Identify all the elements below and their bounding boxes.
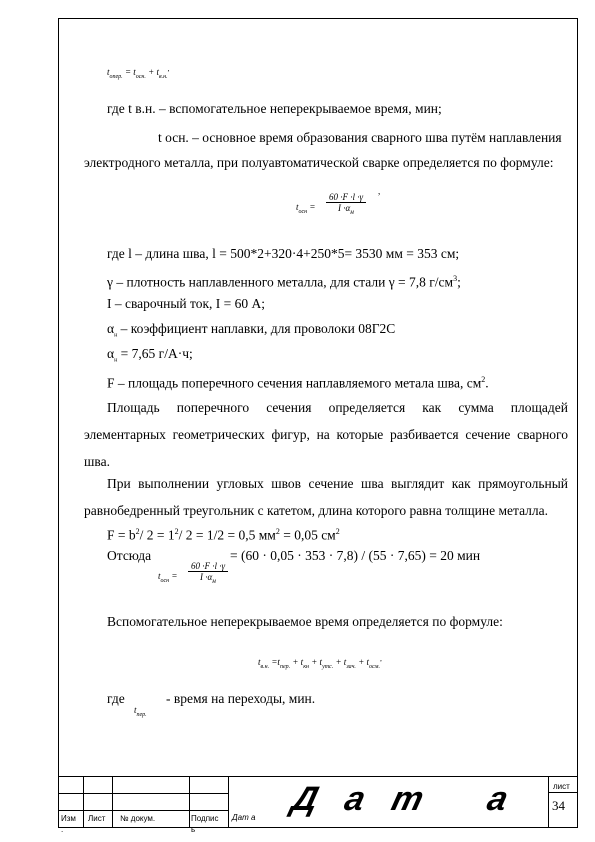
col-doc-number: № докум. — [120, 814, 156, 823]
sheet-label: лист — [553, 782, 570, 791]
formula-main-time-fraction — [326, 192, 366, 216]
col-signature-end: ь — [191, 825, 196, 834]
where-transition-text: - время на переходы, мин. — [166, 691, 316, 706]
aux-time-intro: Вспомогательное неперекрываемое время определяется по формуле: — [107, 614, 503, 629]
where-transition-symbol: $t_{пер.}$ — [134, 705, 147, 718]
paragraph-fillet: При выполнении угловых швов сечение шва выглядит как прямоугольный равнобедренный треугольник с катетом, длина которого равна толщине металла. — [84, 476, 568, 518]
def-area: F – площадь поперечного сечения наплавляемого метала шва, $см^2$. — [107, 375, 489, 391]
formula-aux-time: $t_{в.н.} =t_{пер.} + t_{кн} + t_{утс.} + t_{зач.} + t_{осм.}^,$ — [258, 654, 382, 670]
def-main-time: t осн. – основное время образования сварного шва путём наплавления — [158, 130, 562, 145]
formula-denominator: $I \cdot\alpha_н$ — [338, 203, 354, 216]
def-current: I – сварочный ток, I = 60 А; — [107, 296, 266, 311]
hence-result: = (60 · 0,05 · 353 · 7,8) / (55 · 7,65) = 20 мин — [230, 548, 481, 563]
big-date-label: Дат а — [288, 780, 540, 818]
formula-numerator-2: 60 ·F ·l ·γ — [188, 561, 228, 572]
formula-main-time-lhs: $t_{осн}$ = — [296, 202, 316, 215]
where-label: где — [107, 691, 125, 706]
formula-main-time-lhs-2: $t_{осн}$ = — [158, 571, 178, 584]
def-aux-time: где t в.н. – вспомогательное неперекрываемое время, мин; — [107, 101, 442, 116]
def-density: γ – плотность наплавленного металла, для стали γ = 7,8 $г/см^3$; — [107, 274, 461, 290]
col-list: Лист — [88, 814, 106, 823]
col-date: Дат а — [232, 813, 256, 822]
col-izm: Изм — [61, 814, 76, 823]
def-alpha-value: $\alpha_н = 7,65$ г/А·ч; — [107, 346, 193, 364]
sheet-number: 34 — [552, 798, 565, 813]
formula-main-time-fraction-2 — [188, 561, 228, 585]
col-signature: Подпис — [191, 814, 219, 823]
def-alpha: $\alpha_н$ – коэффициент наплавки, для проволоки 08Г2С — [107, 321, 396, 339]
formula-numerator: 60 ·F ·l ·γ — [326, 192, 366, 203]
formula-main-time-comma: , — [378, 186, 381, 196]
title-block — [58, 776, 578, 834]
formula-operation-time: $t_{опер.} = t_{осн.} + t_{в.н.}^,$ — [107, 64, 170, 80]
def-main-time-cont: электродного металла, при полуавтоматической сварке определяется по формуле: — [84, 155, 554, 170]
paragraph-area: Площадь поперечного сечения определяется как сумма площадей элементарных геометрических фигур, на которые разбивается сечение сварного шва. — [84, 400, 568, 469]
bottom-dot: . — [61, 825, 64, 834]
def-length: где l – длина шва, l = 500*2+320·4+250*5= 3530 мм = 353 см; — [107, 246, 460, 261]
hence-label: Отсюда — [107, 548, 152, 563]
formula-denominator-2: $I \cdot\alpha_н$ — [200, 572, 216, 585]
calc-area: $F = b^2/$ $2 = 1^2/$ 2 = 1/2 = 0,5 $мм^2 = 0,05$ $см^2$ — [107, 527, 340, 543]
